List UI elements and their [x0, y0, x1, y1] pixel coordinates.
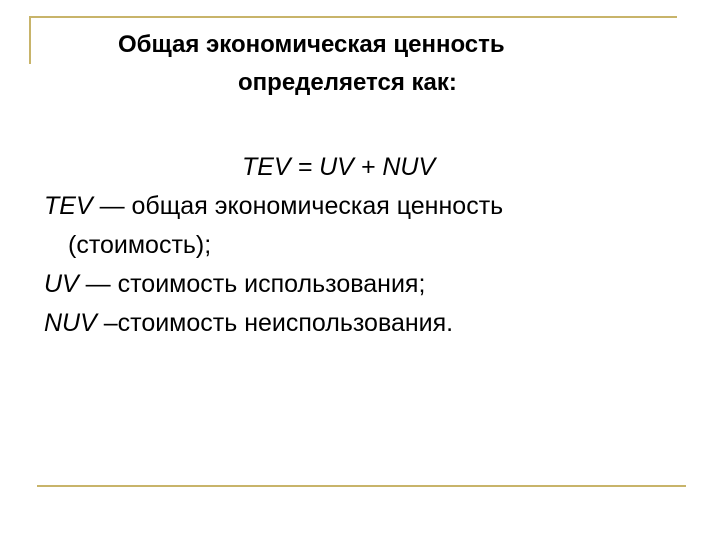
formula: TEV = UV + NUV	[242, 153, 436, 181]
slide-body	[44, 148, 684, 343]
top-decorative-rule	[29, 16, 677, 18]
title-line-1: Общая экономическая ценность	[118, 31, 505, 58]
definition-abbr: TEV	[44, 192, 93, 220]
definition-text: — общая экономическая ценность	[92, 192, 504, 220]
title-line-2: определяется как:	[238, 69, 457, 96]
definition-nuv	[44, 304, 684, 343]
definition-text: — стоимость использования;	[78, 270, 426, 298]
bottom-decorative-rule	[37, 485, 686, 487]
definition-uv	[44, 265, 684, 304]
slide-title	[118, 26, 598, 102]
definition-abbr: UV	[44, 270, 79, 298]
definition-abbr: NUV	[44, 309, 97, 337]
definition-text: –стоимость неиспользования.	[96, 309, 454, 337]
left-decorative-rule	[29, 16, 31, 64]
definition-tev	[44, 187, 684, 265]
definition-continuation: (стоимость);	[68, 231, 212, 259]
